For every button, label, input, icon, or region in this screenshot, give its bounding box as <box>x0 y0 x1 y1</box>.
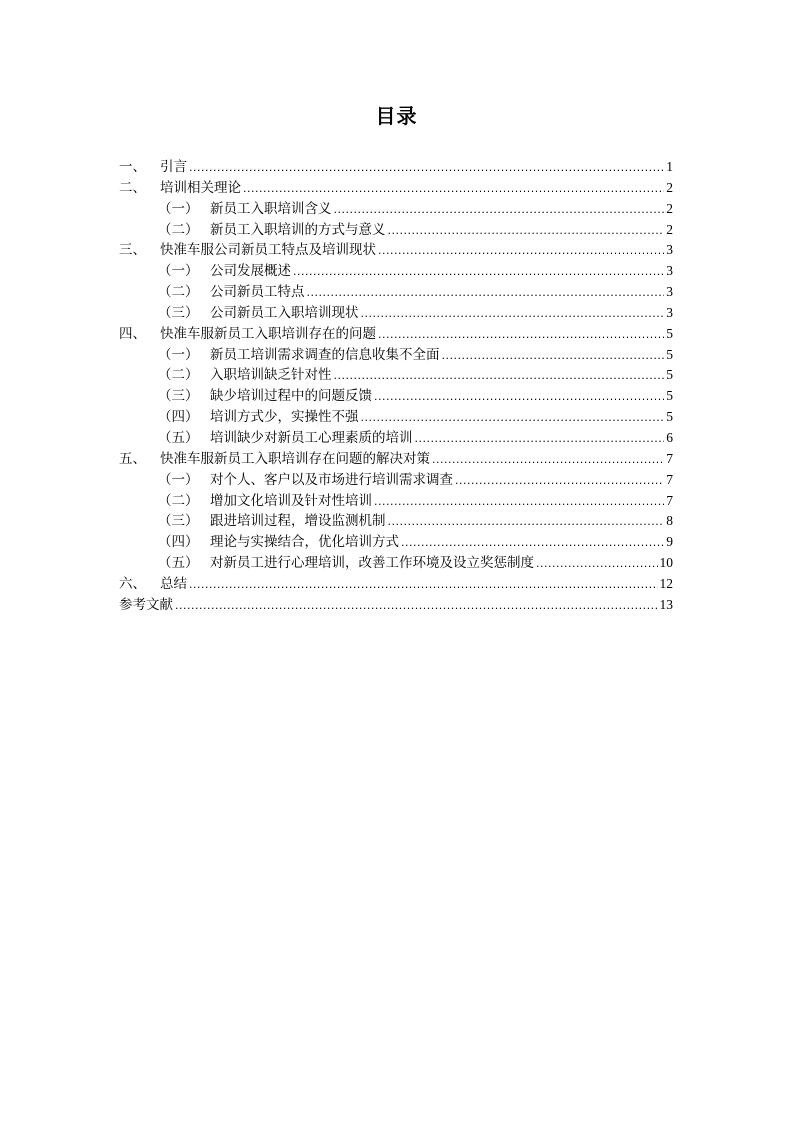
toc-entry-page-number: 7 <box>666 471 673 487</box>
toc-entry-page-number: 5 <box>666 409 673 425</box>
toc-entry-page-number: 7 <box>666 450 673 466</box>
toc-entry[interactable] <box>119 532 673 553</box>
toc-dot-leader <box>293 262 664 283</box>
toc-dot-leader <box>536 554 658 575</box>
toc-entry-number: （一） <box>158 263 199 280</box>
toc-entry[interactable] <box>119 574 673 595</box>
toc-entry-label: 理论与实操结合，优化培训方式 <box>210 534 399 551</box>
toc-entry-page-number: 3 <box>666 304 673 320</box>
toc-entry-number: 三、 <box>119 242 146 259</box>
toc-dot-leader <box>189 575 658 596</box>
toc-dot-leader <box>388 221 665 242</box>
toc-entry-label: 快准车服新员工入职培训存在的问题 <box>160 325 376 342</box>
toc-entry-page-number: 3 <box>666 242 673 258</box>
toc-dot-leader <box>374 387 664 408</box>
toc-entry-label: 对新员工进行心理培训，改善工作环境及设立奖惩制度 <box>210 555 534 572</box>
toc-entry-page-number: 5 <box>666 388 673 404</box>
toc-entry-page-number: 2 <box>666 179 673 195</box>
toc-entry[interactable] <box>119 303 673 324</box>
toc-entry[interactable] <box>119 157 673 178</box>
toc-entry-page-number: 6 <box>666 429 673 445</box>
toc-entry-label: 快准车服新员工入职培训存在问题的解决对策 <box>160 450 430 467</box>
toc-entry-number: 六、 <box>119 575 146 592</box>
toc-entry-number: 四、 <box>119 325 146 342</box>
toc-entry-number: （三） <box>158 304 199 321</box>
toc-entry-number: （一） <box>158 471 199 488</box>
toc-dot-leader <box>442 346 665 367</box>
toc-entry-label: 参考文献 <box>119 596 173 613</box>
toc-entry[interactable] <box>119 595 673 616</box>
table-of-contents <box>119 157 673 616</box>
toc-dot-leader <box>189 158 664 179</box>
toc-entry-number: （五） <box>158 429 199 446</box>
toc-entry[interactable] <box>119 282 673 303</box>
toc-entry[interactable] <box>119 261 673 282</box>
toc-dot-leader <box>175 596 658 617</box>
toc-entry[interactable] <box>119 199 673 220</box>
toc-dot-leader <box>388 512 665 533</box>
toc-entry[interactable] <box>119 365 673 386</box>
toc-entry-page-number: 9 <box>666 534 673 550</box>
toc-dot-leader <box>378 241 664 262</box>
toc-entry[interactable] <box>119 470 673 491</box>
toc-dot-leader <box>361 408 665 429</box>
toc-entry-number: （二） <box>158 492 199 509</box>
toc-entry-label: 培训方式少，实操性不强 <box>210 409 359 426</box>
toc-dot-leader <box>432 450 664 471</box>
toc-entry-page-number: 1 <box>666 159 673 174</box>
toc-entry-number: （四） <box>158 409 199 426</box>
toc-entry-number: （二） <box>158 221 199 238</box>
toc-entry[interactable] <box>119 449 673 470</box>
toc-dot-leader <box>307 283 665 304</box>
toc-dot-leader <box>374 492 664 513</box>
toc-entry-page-number: 5 <box>666 367 673 383</box>
toc-title: 目录 <box>375 104 418 128</box>
toc-entry-page-number: 13 <box>659 596 673 612</box>
toc-entry-page-number: 5 <box>666 325 673 341</box>
toc-dot-leader <box>378 325 664 346</box>
toc-dot-leader <box>361 304 665 325</box>
toc-entry-page-number: 2 <box>666 221 673 237</box>
toc-entry-page-number: 5 <box>666 346 673 362</box>
toc-entry[interactable] <box>119 220 673 241</box>
toc-entry[interactable] <box>119 511 673 532</box>
toc-entry-page-number: 10 <box>659 555 673 571</box>
toc-entry-label: 公司新员工入职培训现状 <box>210 304 359 321</box>
toc-entry-label: 培训相关理论 <box>160 179 241 196</box>
toc-entry-label: 总结 <box>160 575 187 592</box>
toc-entry-label: 新员工入职培训的方式与意义 <box>210 221 386 238</box>
toc-entry-number: （四） <box>158 534 199 551</box>
toc-dot-leader <box>455 471 664 492</box>
toc-entry-page-number: 3 <box>666 263 673 279</box>
toc-entry-label: 快准车服公司新员工特点及培训现状 <box>160 242 376 259</box>
toc-entry[interactable] <box>119 345 673 366</box>
toc-entry-label: 新员工入职培训含义 <box>210 200 332 217</box>
toc-dot-leader <box>401 533 664 554</box>
toc-entry[interactable] <box>119 178 673 199</box>
toc-entry-number: （五） <box>158 555 199 572</box>
toc-dot-leader <box>334 200 665 221</box>
toc-entry[interactable] <box>119 386 673 407</box>
toc-dot-leader <box>243 179 664 200</box>
toc-entry-label: 缺少培训过程中的问题反馈 <box>210 388 372 405</box>
toc-entry[interactable] <box>119 553 673 574</box>
toc-entry-number: （一） <box>158 200 199 217</box>
toc-entry-number: 一、 <box>119 159 146 175</box>
toc-entry-number: （一） <box>158 346 199 363</box>
toc-entry[interactable] <box>119 428 673 449</box>
toc-entry-page-number: 8 <box>666 513 673 529</box>
toc-entry-label: 培训缺少对新员工心理素质的培训 <box>210 429 413 446</box>
toc-entry[interactable] <box>119 491 673 512</box>
toc-entry-label: 对个人、客户以及市场进行培训需求调查 <box>210 471 453 488</box>
toc-entry-number: （三） <box>158 388 199 405</box>
toc-entry-label: 新员工培训需求调查的信息收集不全面 <box>210 346 440 363</box>
toc-entry-page-number: 2 <box>666 200 673 216</box>
toc-entry-label: 跟进培训过程，增设监测机制 <box>210 513 386 530</box>
toc-entry-number: （二） <box>158 367 199 384</box>
toc-entry-page-number: 3 <box>666 284 673 300</box>
toc-entry[interactable] <box>119 240 673 261</box>
toc-entry-number: （二） <box>158 284 199 301</box>
toc-entry-number: 二、 <box>119 179 146 196</box>
toc-entry-number: （三） <box>158 513 199 530</box>
toc-entry[interactable] <box>119 324 673 345</box>
toc-entry[interactable] <box>119 407 673 428</box>
toc-entry-page-number: 12 <box>659 575 673 591</box>
toc-entry-label: 增加文化培训及针对性培训 <box>210 492 372 509</box>
toc-entry-label: 引言 <box>160 159 187 175</box>
toc-entry-label: 公司发展概述 <box>210 263 291 280</box>
toc-dot-leader <box>415 429 665 450</box>
toc-entry-page-number: 7 <box>666 492 673 508</box>
toc-dot-leader <box>334 366 665 387</box>
toc-entry-number: 五、 <box>119 450 146 467</box>
toc-entry-label: 公司新员工特点 <box>210 284 305 301</box>
toc-entry-label: 入职培训缺乏针对性 <box>210 367 332 384</box>
